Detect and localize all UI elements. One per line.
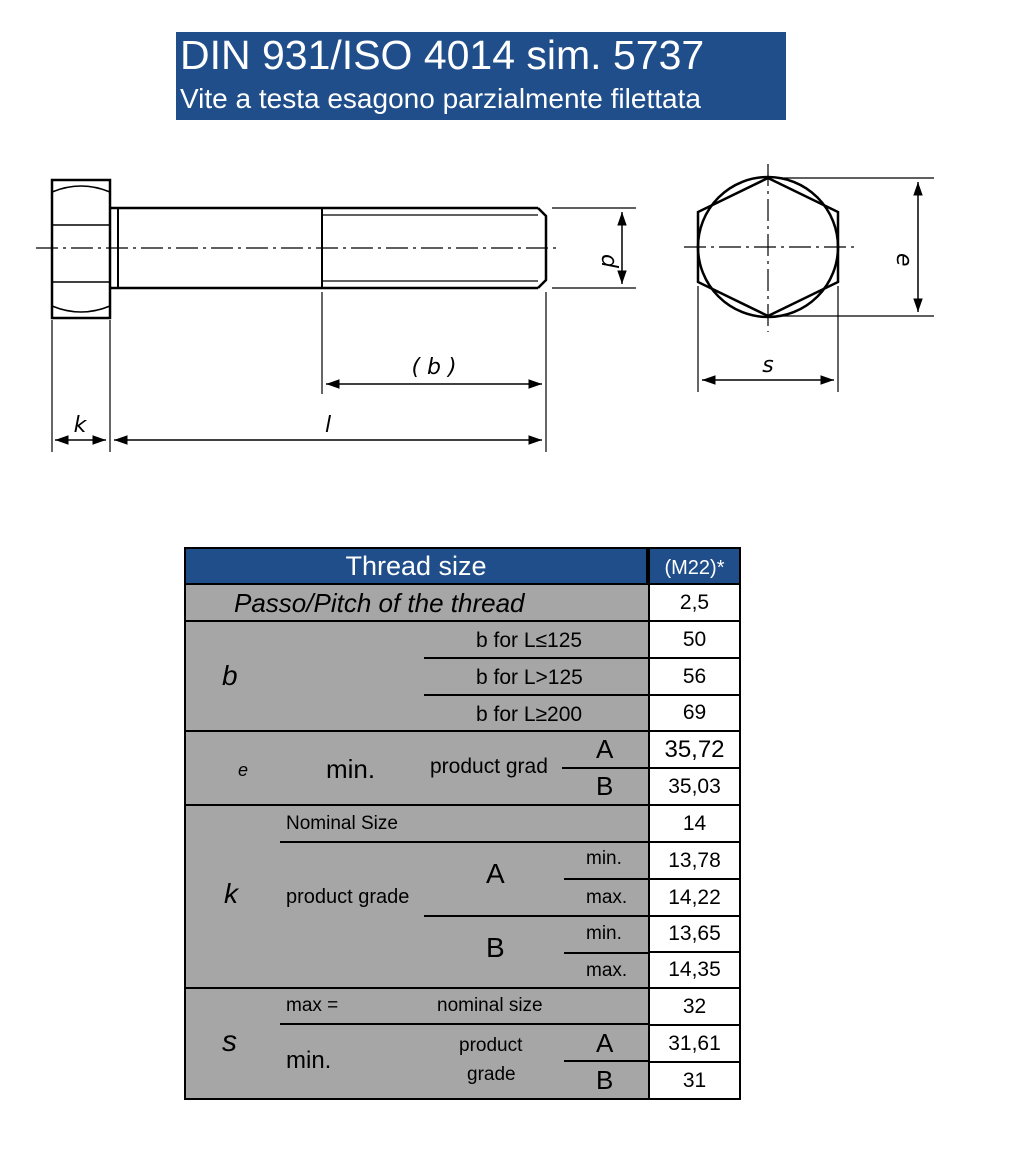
- k-value-b-max: 14,35: [648, 953, 741, 989]
- k-value-b-min: 13,65: [648, 917, 741, 953]
- e-value-a: 35,72: [648, 732, 741, 769]
- bolt-side-view: [36, 180, 636, 452]
- label-e: e: [891, 253, 916, 267]
- s-section: s max = nominal size min. product grade A B: [184, 989, 648, 1100]
- b-section: b b for L≤125 b for L>125 b for L≥200: [184, 622, 648, 732]
- label-k: k: [73, 413, 87, 438]
- k-value-a-min: 13,78: [648, 843, 741, 880]
- pitch-value: 2,5: [648, 585, 741, 622]
- page-title: DIN 931/ISO 4014 sim. 5737: [180, 32, 705, 78]
- label-b: ( b ): [411, 355, 457, 380]
- bolt-head-outline: [52, 180, 110, 318]
- label-s: s: [762, 353, 774, 378]
- s-value-b: 31: [648, 1063, 741, 1100]
- title-banner: [176, 32, 786, 120]
- b-value-gt125: 56: [648, 659, 741, 696]
- label-d: d: [596, 254, 621, 268]
- header-thread-size: Thread size: [184, 547, 648, 585]
- k-value-a-max: 14,22: [648, 880, 741, 917]
- e-section: e min. product grad A B: [184, 732, 648, 806]
- spec-table: [184, 547, 741, 1100]
- bolt-drawing: [0, 150, 1028, 470]
- b-value-ge200: 69: [648, 696, 741, 732]
- label-l: l: [324, 413, 332, 438]
- header-thread-value: (M22)*: [648, 547, 741, 585]
- e-value-b: 35,03: [648, 769, 741, 806]
- bolt-head-top-view: [684, 164, 934, 392]
- b-value-le125: 50: [648, 622, 741, 659]
- k-value-nominal: 14: [648, 806, 741, 843]
- s-value-max: 32: [648, 989, 741, 1026]
- k-section: k Nominal Size product grade A B min. max. min. max.: [184, 806, 648, 989]
- pitch-row: Passo/Pitch of the thread: [184, 585, 648, 622]
- page-subtitle: Vite a testa esagono parzialmente filettata: [180, 83, 701, 114]
- s-value-a: 31,61: [648, 1026, 741, 1063]
